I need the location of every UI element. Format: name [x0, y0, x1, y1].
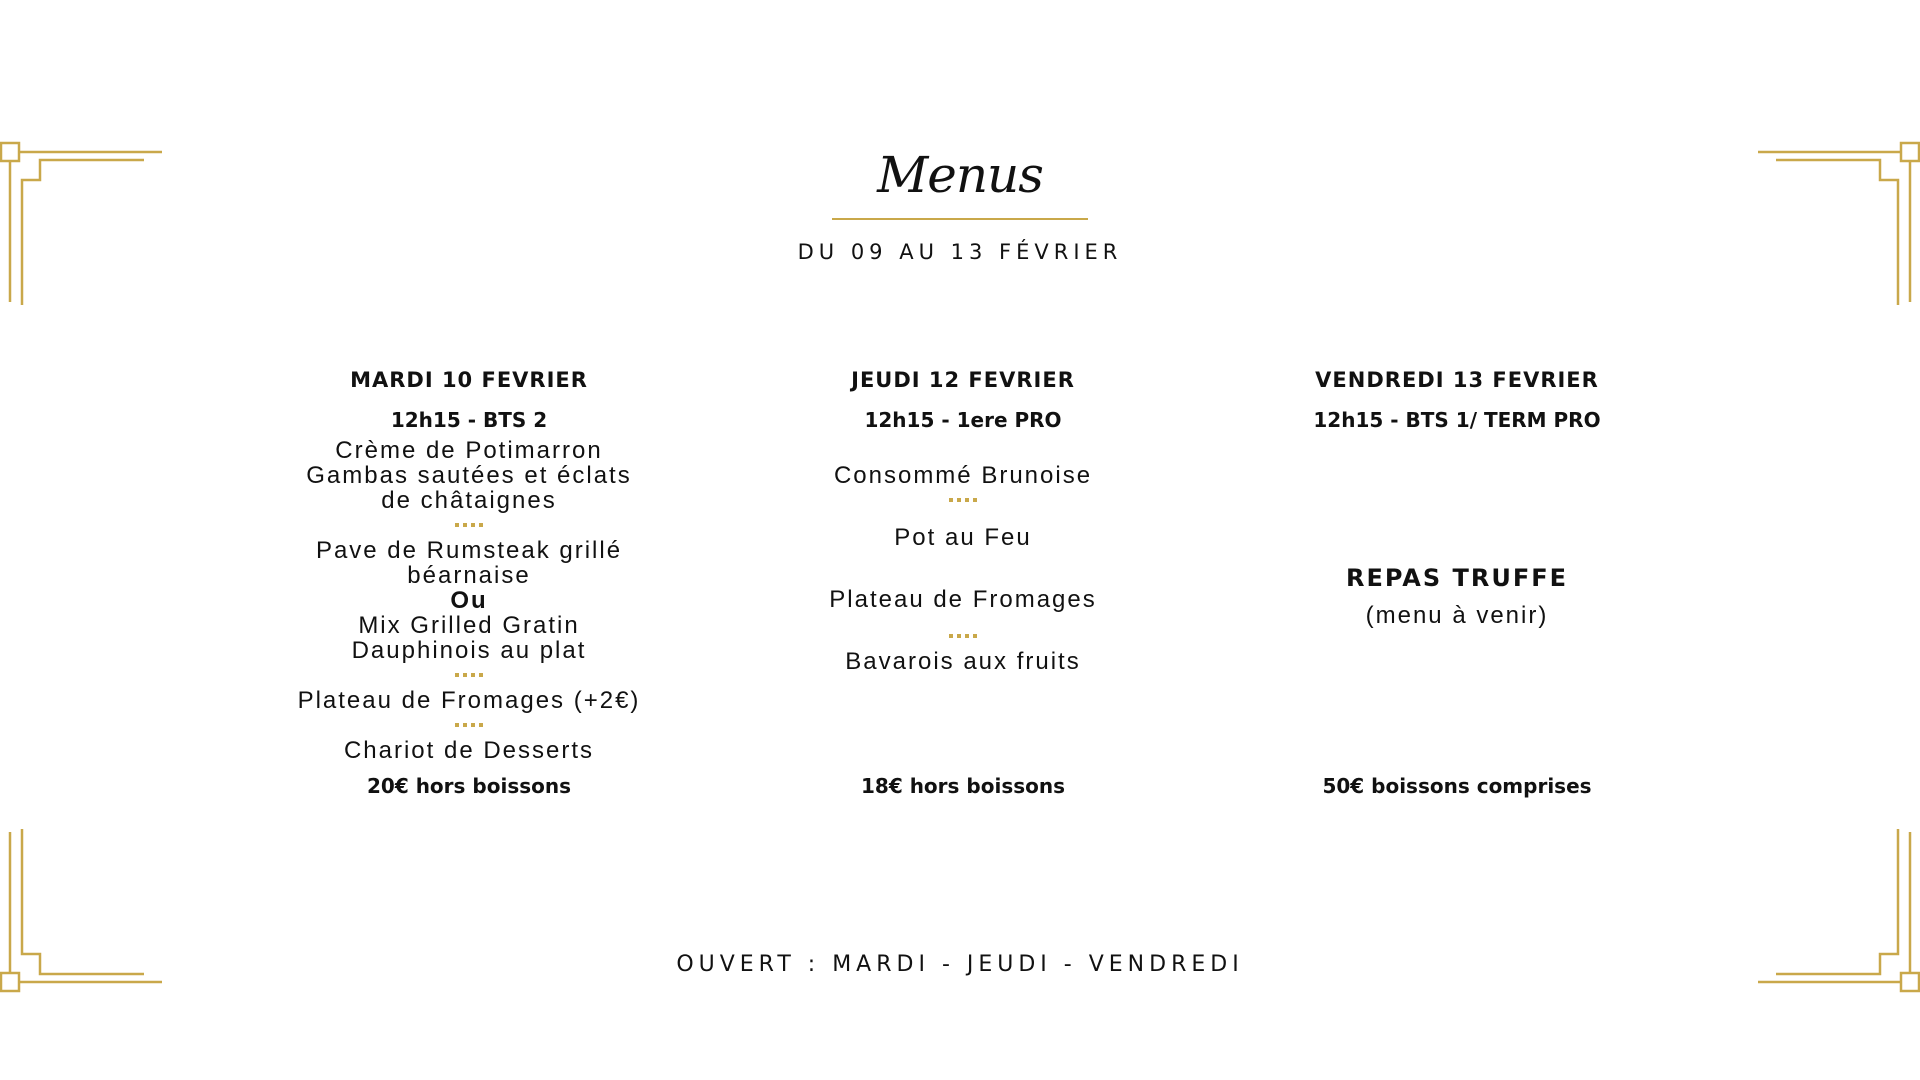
dish-dessert: Chariot de Desserts	[343, 737, 595, 764]
dish-starter-alt: Gambas sautées et éclats	[306, 462, 632, 489]
dish-starter: Crème de Potimarron	[335, 437, 603, 464]
service-time-class: 12h15 - BTS 2	[390, 408, 548, 432]
dish-main-continued: béarnaise	[407, 562, 531, 589]
service-time-class: 12h15 - BTS 1/ TERM PRO	[1313, 408, 1601, 432]
course-separator	[748, 624, 1178, 649]
course-separator	[254, 713, 684, 738]
menu-price: 50€ boissons comprises	[1322, 774, 1592, 798]
course-separator	[254, 663, 684, 688]
dish-main: Pot au Feu	[894, 524, 1032, 551]
course-separator	[748, 488, 1178, 513]
dish-cheese: Plateau de Fromages	[829, 586, 1097, 613]
course-separator	[254, 513, 684, 538]
special-meal-note: (menu à venir)	[1365, 602, 1549, 629]
day-column-jeudi	[748, 362, 1178, 822]
menu-price: 20€ hors boissons	[366, 774, 572, 798]
dish-dessert: Bavarois aux fruits	[845, 648, 1081, 675]
menu-price: 18€ hors boissons	[860, 774, 1066, 798]
day-column-mardi	[254, 362, 684, 822]
day-column-vendredi	[1242, 362, 1672, 822]
menu-header	[0, 130, 1920, 267]
dish-starter-alt-continued: de châtaignes	[381, 487, 557, 514]
service-time-class: 12h15 - 1ere PRO	[864, 408, 1062, 432]
dish-cheese: Plateau de Fromages (+2€)	[297, 687, 641, 714]
special-meal-title: REPAS TRUFFE	[1346, 564, 1568, 592]
dish-main: Pave de Rumsteak grillé	[315, 537, 623, 564]
day-title: VENDREDI 13 FEVRIER	[1315, 368, 1599, 392]
day-title: MARDI 10 FEVRIER	[350, 368, 588, 392]
opening-days: OUVERT : MARDI - JEUDI - VENDREDI	[676, 952, 1244, 977]
menu-columns	[0, 362, 1920, 822]
day-title: JEUDI 12 FEVRIER	[851, 368, 1075, 392]
dish-or-label: Ou	[450, 587, 488, 614]
dish-main-alt-continued: Dauphinois au plat	[351, 637, 587, 664]
dish-main-alt: Mix Grilled Gratin	[358, 612, 580, 639]
date-range: DU 09 AU 13 FÉVRIER	[797, 240, 1123, 264]
page-title: Menus	[877, 146, 1043, 204]
dish-starter: Consommé Brunoise	[833, 462, 1093, 489]
